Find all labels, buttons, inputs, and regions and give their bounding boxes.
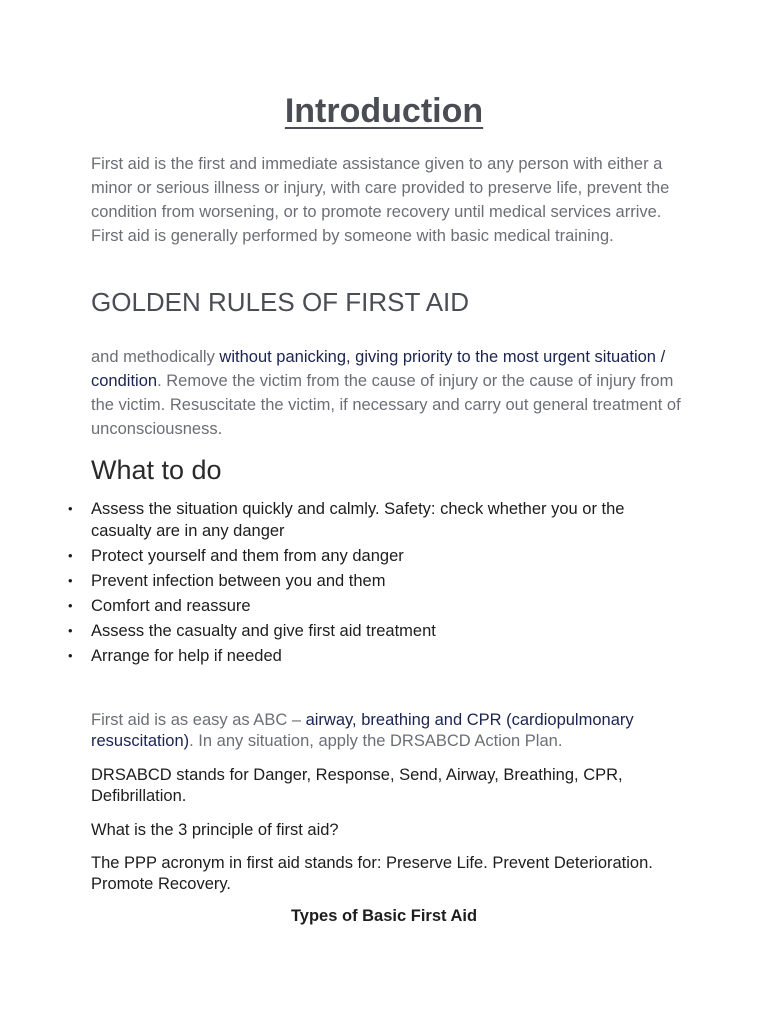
page-title: Introduction bbox=[284, 92, 484, 130]
drsabcd-paragraph: DRSABCD stands for Danger, Response, Send, Airway, Breathing, CPR, Defibrillation. bbox=[91, 766, 623, 805]
golden-rules-text-before: and methodically bbox=[91, 348, 220, 366]
bullet-icon: • bbox=[68, 501, 73, 516]
bullet-icon: • bbox=[68, 623, 73, 638]
list-item bbox=[68, 595, 681, 617]
list-item-text: Comfort and reassure bbox=[91, 597, 251, 615]
intro-paragraph: First aid is the first and immediate assistance given to any person with either a minor or serious illness or injury, with care provided to preserve life, prevent the condition from worsening, or to promote recovery until medical services arrive. First aid is generally performed by someone with basic medical training. bbox=[91, 155, 670, 245]
abc-text-after: . In any situation, apply the DRSABCD Action Plan. bbox=[189, 732, 563, 750]
bullet-icon: • bbox=[68, 598, 73, 613]
bullet-icon: • bbox=[68, 548, 73, 563]
list-item-text: Protect yourself and them from any danger bbox=[91, 547, 404, 565]
ppp-paragraph: The PPP acronym in first aid stands for: Preserve Life. Prevent Deterioration. Promote Recovery. bbox=[91, 854, 653, 893]
list-item bbox=[68, 570, 681, 592]
what-to-do-list bbox=[68, 498, 681, 670]
list-item-text: Assess the casualty and give first aid treatment bbox=[91, 622, 436, 640]
list-item-text: Arrange for help if needed bbox=[91, 647, 282, 665]
abc-paragraph bbox=[91, 710, 681, 752]
golden-rules-paragraph bbox=[91, 345, 681, 441]
what-to-do-heading: What to do bbox=[91, 455, 222, 485]
golden-rules-highlight: without panicking, giving priority to the most urgent situation / condition bbox=[91, 348, 666, 390]
list-item-text: Assess the situation quickly and calmly. Safety: check whether you or the casualty are in any danger bbox=[91, 500, 625, 540]
bullet-icon: • bbox=[68, 648, 73, 663]
golden-rules-text-after: . Remove the victim from the cause of injury or the cause of injury from the victim. Resuscitate the victim, if necessary and carry out general treatment of unconsciousness. bbox=[91, 372, 681, 438]
bullet-icon: • bbox=[68, 573, 73, 588]
list-item bbox=[68, 545, 681, 567]
abc-highlight: airway, breathing and CPR (cardiopulmonary resuscitation) bbox=[91, 711, 634, 750]
golden-rules-heading: GOLDEN RULES OF FIRST AID bbox=[91, 287, 470, 317]
abc-text-before: First aid is as easy as ABC – bbox=[91, 711, 306, 729]
list-item bbox=[68, 498, 681, 542]
list-item bbox=[68, 645, 681, 667]
types-subheading: Types of Basic First Aid bbox=[290, 907, 478, 925]
list-item bbox=[68, 620, 681, 642]
principle-question: What is the 3 principle of first aid? bbox=[91, 821, 339, 839]
list-item-text: Prevent infection between you and them bbox=[91, 572, 386, 590]
